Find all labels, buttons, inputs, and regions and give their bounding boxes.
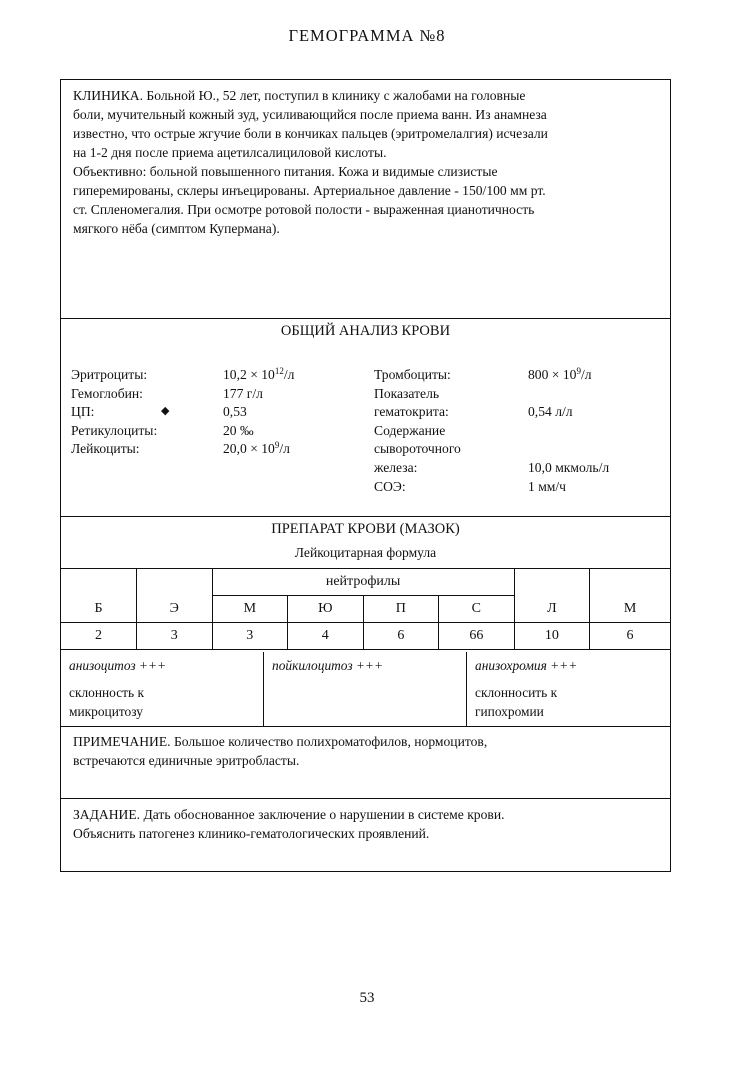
page-title: ГЕМОГРАММА №8 bbox=[288, 26, 446, 45]
formula-group-blank bbox=[61, 569, 137, 596]
formula-col-header: Э bbox=[137, 596, 213, 623]
anisochromia-cell bbox=[475, 656, 577, 721]
formula-value: 3 bbox=[137, 623, 213, 650]
formula-value: 6 bbox=[363, 623, 439, 650]
formula-value: 6 bbox=[590, 623, 670, 650]
task-line: Объяснить патогенез клинико-гематологических проявлений. bbox=[73, 826, 430, 841]
stray-mark-icon: ◆ bbox=[161, 405, 170, 417]
clinic-line: КЛИНИКА. Больной Ю., 52 лет, поступил в клинику с жалобами на головные bbox=[73, 88, 526, 103]
section-divider bbox=[61, 726, 670, 727]
formula-value: 66 bbox=[439, 623, 515, 650]
formula-group-blank bbox=[590, 569, 670, 596]
lab-value: 0,53 bbox=[223, 404, 247, 420]
lab-value: 10,0 мкмоль/л bbox=[528, 460, 610, 475]
lab-label: Эритроциты: bbox=[71, 367, 148, 382]
poikilocytosis-cell bbox=[272, 656, 383, 675]
anisocytosis-label: анизоцитоз +++ bbox=[69, 658, 167, 673]
anisochromia-note: гипохромии bbox=[475, 704, 544, 719]
lab-value: $20,0 \times 10^9/л$ bbox=[223, 440, 290, 457]
task-line: ЗАДАНИЕ. Дать обоснованное заключение о нарушении в системе крови. bbox=[73, 807, 505, 822]
formula-group-blank bbox=[137, 569, 213, 596]
lab-value: $10,2 \times 10^{12}/л$ bbox=[223, 366, 295, 382]
lab-value: 177 г/л bbox=[223, 385, 263, 401]
formula-value: 10 bbox=[514, 623, 590, 650]
lab-label: СОЭ: bbox=[374, 478, 406, 494]
lab-label: железа: bbox=[374, 460, 418, 475]
leukocyte-formula-heading: Лейкоцитарная формула bbox=[294, 545, 437, 560]
lab-label: Гемоглобин: bbox=[71, 385, 143, 401]
lab-label: ЦП: bbox=[71, 404, 95, 420]
clinic-line: на 1-2 дня после приема ацетилсалициловой кислоты. bbox=[73, 145, 387, 160]
anisocytosis-note: склонность к bbox=[69, 685, 144, 700]
lab-label: Лейкоциты: bbox=[71, 441, 140, 457]
leukocyte-formula-table bbox=[61, 568, 670, 650]
formula-col-header: Ю bbox=[288, 596, 364, 623]
lab-label: Содержание bbox=[374, 422, 446, 438]
section-divider bbox=[61, 516, 670, 517]
anisocytosis-cell bbox=[69, 656, 166, 721]
formula-col-header: Л bbox=[514, 596, 590, 623]
formula-value: 3 bbox=[212, 623, 288, 650]
lab-label: Ретикулоциты: bbox=[71, 422, 158, 438]
formula-value: 2 bbox=[61, 623, 137, 650]
lab-value: $800 \times 10^9/л$ bbox=[528, 366, 592, 382]
smear-heading: ПРЕПАРАТ КРОВИ (МАЗОК) bbox=[271, 521, 460, 537]
lab-label: Тромбоциты: bbox=[374, 367, 451, 382]
clinic-line: ст. Спленомегалия. При осмотре ротовой полости - выраженная цианотичность bbox=[73, 202, 535, 217]
clinic-line: мягкого нёба (симптом Купермана). bbox=[73, 221, 280, 236]
lab-value: 20 ‰ bbox=[223, 422, 254, 438]
task-section bbox=[61, 805, 670, 843]
note-line: встречаются единичные эритробласты. bbox=[73, 753, 300, 768]
neutrophils-group-header: нейтрофилы bbox=[212, 569, 514, 596]
lab-label: гематокрита: bbox=[374, 404, 449, 420]
morph-divider bbox=[466, 652, 467, 726]
clinic-line: известно, что острые жгучие боли в кончиках пальцев (эритромелалгия) исчезали bbox=[73, 126, 548, 141]
poikilocytosis-label: пойкилоцитоз +++ bbox=[272, 658, 384, 673]
lab-label: сывороточного bbox=[374, 441, 461, 457]
hemogram-form bbox=[60, 79, 671, 872]
note-line: ПРИМЕЧАНИЕ. Большое количество полихроматофилов, нормоцитов, bbox=[73, 734, 488, 749]
formula-col-header: С bbox=[439, 596, 515, 623]
note-section bbox=[61, 732, 670, 770]
formula-col-header: М bbox=[212, 596, 288, 623]
lab-value: 1 мм/ч bbox=[528, 478, 567, 494]
morph-divider bbox=[263, 652, 264, 726]
section-divider bbox=[61, 318, 670, 319]
clinic-line: боли, мучительный кожный зуд, усиливающийся после приема ванн. Из анамнеза bbox=[73, 107, 547, 122]
formula-value: 4 bbox=[288, 623, 364, 650]
blood-test-heading: ОБЩИЙ АНАЛИЗ КРОВИ bbox=[280, 323, 451, 339]
clinic-section bbox=[61, 86, 670, 238]
lab-value: 0,54 л/л bbox=[528, 404, 573, 420]
anisocytosis-note: микроцитозу bbox=[69, 704, 143, 719]
section-divider bbox=[61, 798, 670, 799]
formula-col-header: М bbox=[590, 596, 670, 623]
clinic-line: гиперемированы, склеры инъецированы. Артериальное давление - 150/100 мм рт. bbox=[73, 183, 546, 198]
lab-label: Показатель bbox=[374, 385, 440, 401]
anisochromia-note: склонносить к bbox=[475, 685, 558, 700]
anisochromia-label: анизохромия +++ bbox=[475, 658, 578, 673]
page-number: 53 bbox=[359, 990, 375, 1006]
clinic-line: Объективно: больной повышенного питания. Кожа и видимые слизистые bbox=[73, 164, 498, 179]
formula-col-header: П bbox=[363, 596, 439, 623]
formula-group-blank bbox=[514, 569, 590, 596]
formula-col-header: Б bbox=[61, 596, 137, 623]
